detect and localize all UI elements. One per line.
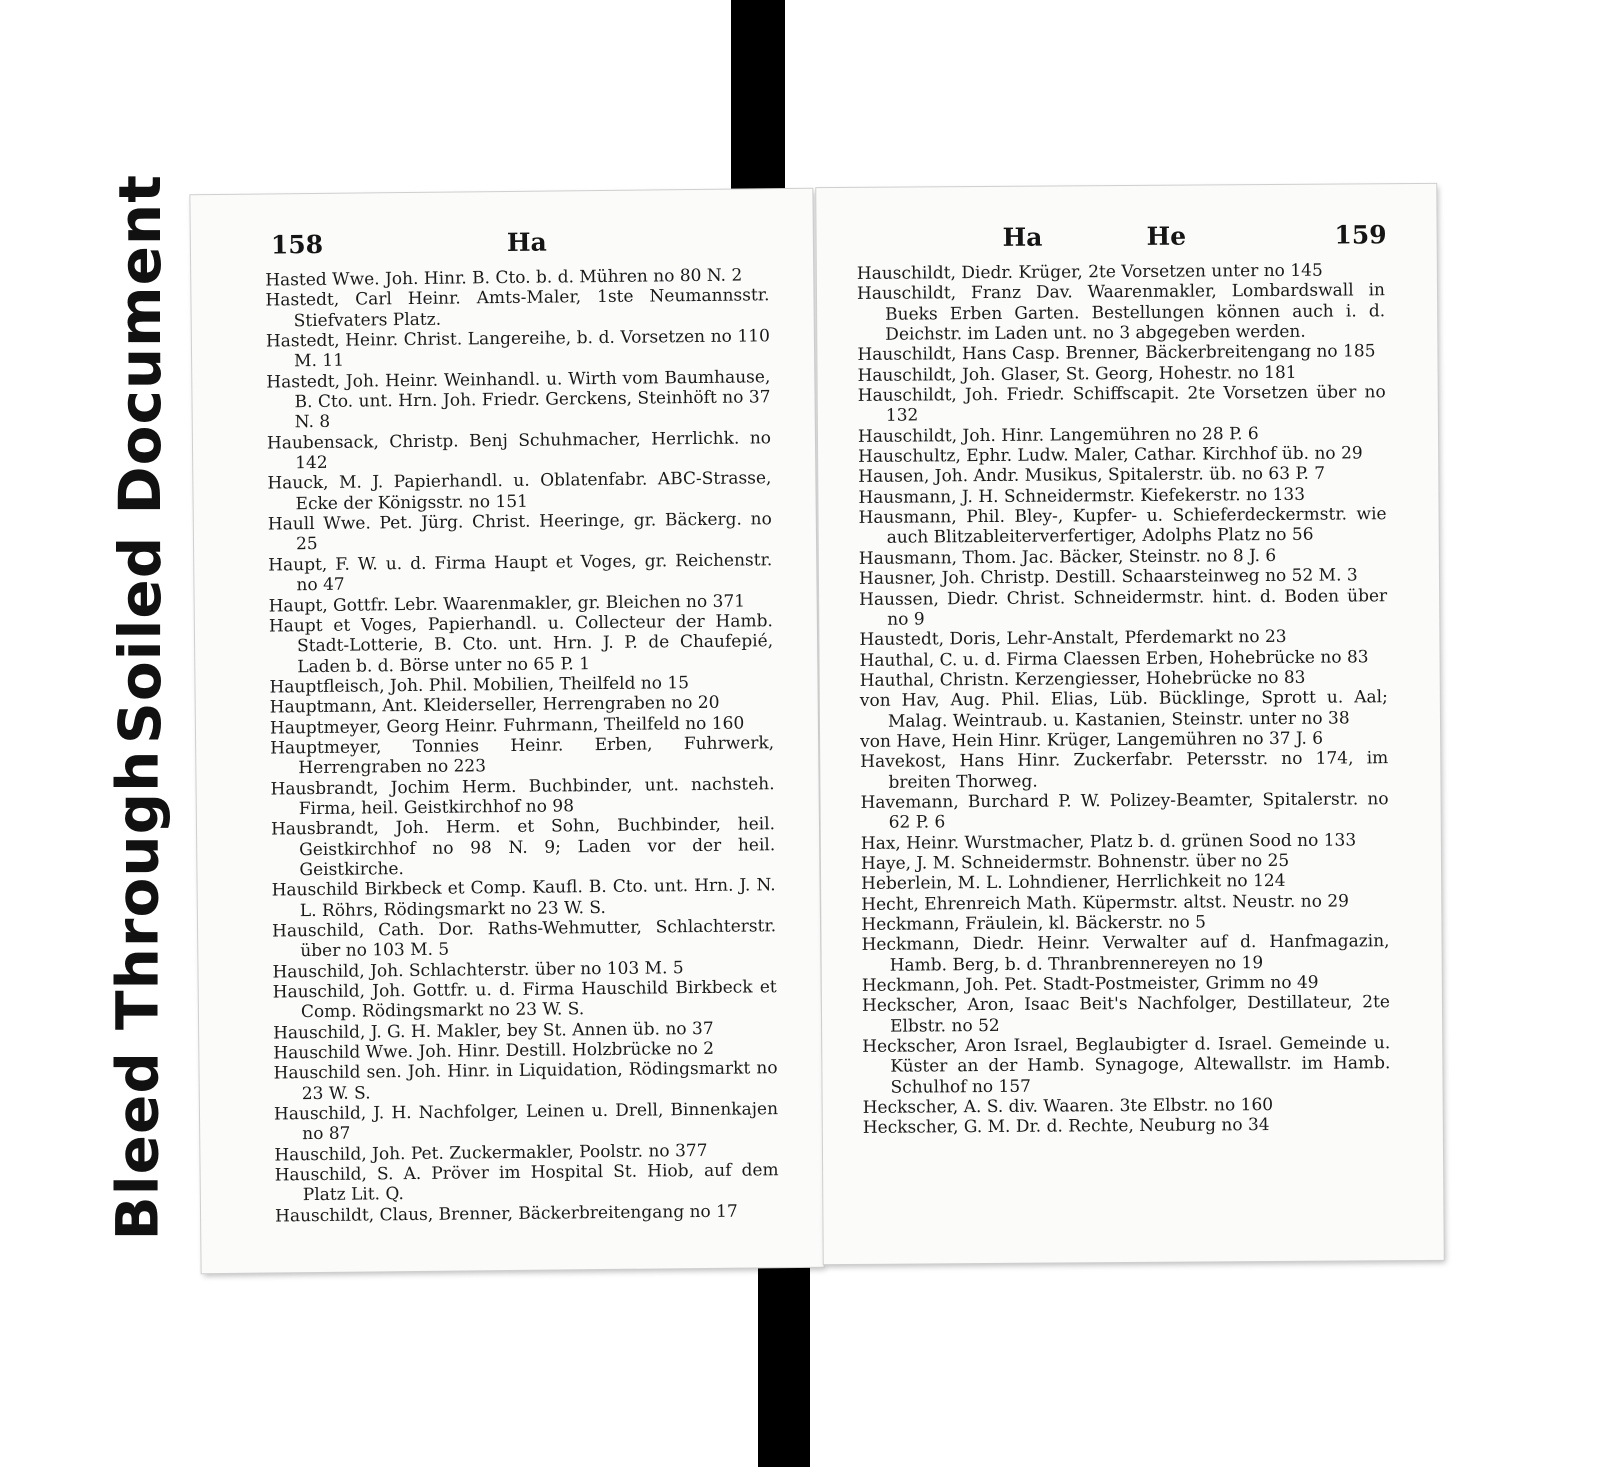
- left-page-running-head: Ha: [506, 227, 547, 257]
- directory-entry: Haubensack, Christp. Benj Schuhmacher, Herrlichk. no 142: [266, 427, 772, 474]
- directory-entry: Haussen, Diedr. Christ. Schneidermstr. hint. d. Boden über no 9: [859, 585, 1388, 630]
- directory-entry: Haupt et Voges, Papierhandl. u. Collecteur der Hamb. Stadt-Lotterie, B. Cto. unt. Hrn. J. P. de Chaufepié, Laden b. d. Börse unter no 65 P. 1: [268, 611, 774, 677]
- directory-entry: Hastedt, Carl Heinr. Amts-Maler, 1ste Neumannsstr. Stiefvaters Platz.: [265, 285, 770, 331]
- left-page-entries: [265, 265, 779, 1226]
- soiled-document-text: Soiled Document: [106, 174, 175, 744]
- directory-entry: Heckscher, Aron Israel, Beglaubigter d. Israel. Gemeinde u. Küster an der Hamb. Synagoge, Altewallstr. im Hamb. Schulhof no 157: [862, 1033, 1391, 1098]
- directory-entry: Hauschultz, Ephr. Ludw. Maler, Cathar. Kirchhof üb. no 29: [858, 443, 1363, 467]
- directory-entry: Hauptmann, Ant. Kleiderseller, Herrengraben no 20: [269, 692, 720, 718]
- directory-entry: Hastedt, Heinr. Christ. Langereihe, b. d. Vorsetzen no 110 M. 11: [265, 326, 770, 372]
- directory-entry: Hauschild sen. Joh. Hinr. in Liquidation, Rödingsmarkt no 23 W. S.: [273, 1058, 778, 1104]
- right-page: [816, 184, 1443, 1264]
- directory-entry: Hausner, Joh. Christp. Destill. Schaarsteinweg no 52 M. 3: [858, 565, 1358, 590]
- soiled-document-label: [94, 174, 186, 744]
- directory-entry: Heberlein, M. L. Lohndiener, Herrlichkeit no 124: [861, 871, 1286, 895]
- directory-entry: Hausbrandt, Jochim Herm. Buchbinder, unt. nachsteh. Firma, heil. Geistkirchhof no 98: [270, 773, 775, 820]
- directory-entry: Hausbrandt, Joh. Herm. et Sohn, Buchbinder, heil. Geistkirchhof no 98 N. 9; Laden vor der heil. Geistkirche.: [270, 814, 776, 881]
- directory-entry: Heckscher, A. S. div. Waaren. 3te Elbstr. no 160: [862, 1095, 1274, 1118]
- directory-entry: Hausen, Joh. Andr. Musikus, Spitalerstr. üb. no 63 P. 7: [858, 464, 1326, 488]
- directory-entry: Haustedt, Doris, Lehr-Anstalt, Pferdemarkt no 23: [859, 627, 1287, 651]
- bleed-through-text: Bleed Through: [103, 749, 172, 1241]
- left-page-number: 158: [270, 229, 324, 260]
- directory-entry: Heckmann, Fräulein, kl. Bäckerstr. no 5: [861, 912, 1207, 935]
- directory-entry: Hauschild, J. H. Nachfolger, Leinen u. Drell, Binnenkajen no 87: [273, 1099, 779, 1145]
- directory-entry: Hauschildt, Claus, Brenner, Bäckerbreitengang no 17: [274, 1201, 738, 1227]
- directory-entry: Haupt, F. W. u. d. Firma Haupt et Voges, gr. Reichenstr. no 47: [268, 550, 773, 596]
- directory-entry: Hauschild, Joh. Gottfr. u. d. Firma Hauschild Birkbeck et Comp. Rödingsmarkt no 23 W. S.: [272, 977, 777, 1023]
- left-page-header: [191, 225, 813, 272]
- directory-entry: Haye, J. M. Schneidermstr. Bohnenstr. über no 25: [860, 850, 1290, 874]
- directory-entry: Hastedt, Joh. Heinr. Weinhandl. u. Wirth vom Baumhause, B. Cto. unt. Hrn. Joh. Friedr. Gerckens, Steinhöft no 37 N. 8: [266, 366, 771, 433]
- directory-entry: Hauschildt, Joh. Friedr. Schiffscapit. 2te Vorsetzen über no 132: [857, 382, 1386, 427]
- directory-entry: Heckscher, G. M. Dr. d. Rechte, Neuburg no 34: [862, 1115, 1270, 1139]
- book-spine-top: [731, 0, 785, 200]
- directory-entry: Hauptmeyer, Georg Heinr. Fuhrmann, Theilfeld no 160: [269, 713, 745, 739]
- left-page: [190, 189, 823, 1273]
- directory-entry: Heckmann, Joh. Pet. Stadt-Postmeister, Grimm no 49: [861, 972, 1319, 996]
- directory-entry: Hauptfleisch, Joh. Phil. Mobilien, Theilfeld no 15: [269, 672, 690, 698]
- right-page-entries: [857, 260, 1391, 1138]
- directory-entry: Hauthal, C. u. d. Firma Claessen Erben, Hohebrücke no 83: [859, 646, 1369, 671]
- directory-entry: Hax, Heinr. Wurstmacher, Platz b. d. grünen Sood no 133: [860, 830, 1357, 854]
- directory-entry: Hecht, Ehrenreich Math. Küpermstr. altst. Neustr. no 29: [861, 891, 1350, 915]
- directory-entry: Hauschild Birkbeck et Comp. Kaufl. B. Cto. unt. Hrn. J. N. L. Röhrs, Rödingsmarkt no 23 W. S.: [271, 875, 776, 921]
- directory-entry: Haull Wwe. Pet. Jürg. Christ. Heeringe, gr. Bäckerg. no 25: [267, 509, 772, 555]
- bleed-through-label: [86, 748, 188, 1242]
- directory-entry: Hauschild Wwe. Joh. Hinr. Destill. Holzbrücke no 2: [273, 1038, 715, 1064]
- directory-entry: Hauschildt, Diedr. Krüger, 2te Vorsetzen unter no 145: [856, 260, 1323, 284]
- directory-entry: Hausmann, J. H. Schneidermstr. Kiefekerstr. no 133: [858, 484, 1306, 508]
- directory-entry: Heckmann, Diedr. Heinr. Verwalter auf d. Hanfmagazin, Hamb. Berg, b. d. Thranbrennereyen no 19: [861, 931, 1390, 976]
- directory-entry: Hauschildt, Franz Dav. Waarenmakler, Lombardswall in Bueks Erben Garten. Bestellungen können auch i. d. Deichstr. im Laden unt. no 3 abgegeben werden.: [856, 280, 1386, 345]
- directory-entry: Heckscher, Aron, Isaac Beit's Nachfolger, Destillateur, 2te Elbstr. no 52: [861, 992, 1391, 1037]
- directory-entry: Hauschild, S. A. Pröver im Hospital St. Hiob, auf dem Platz Lit. Q.: [274, 1160, 779, 1206]
- directory-entry: Haupt, Gottfr. Lebr. Waarenmakler, gr. Bleichen no 371: [268, 591, 746, 616]
- book-spine-bottom: [758, 1262, 810, 1467]
- directory-entry: Hauptmeyer, Tonnies Heinr. Erben, Fuhrwerk, Herrengraben no 223: [270, 733, 775, 779]
- directory-entry: Hauschildt, Joh. Hinr. Langemühren no 28 P. 6: [857, 423, 1259, 447]
- right-page-running-head-end: He: [1146, 221, 1187, 251]
- directory-entry: Hauschildt, Hans Casp. Brenner, Bäckerbreitengang no 185: [857, 341, 1376, 366]
- directory-entry: von Have, Hein Hinr. Krüger, Langemühren no 37 J. 6: [860, 728, 1324, 752]
- right-page-running-head-start: Ha: [1002, 222, 1043, 252]
- directory-entry: Havekost, Hans Hinr. Zuckerfabr. Petersstr. no 174, im breiten Thorweg.: [860, 748, 1389, 793]
- directory-entry: Hausmann, Phil. Bley-, Kupfer- u. Schieferdeckermstr. wie auch Blitzableiterverfertiger, Adolphs Platz no 56: [858, 504, 1387, 549]
- directory-entry: Hausmann, Thom. Jac. Bäcker, Steinstr. no 8 J. 6: [858, 545, 1277, 569]
- directory-entry: Hauschild, Joh. Schlachterstr. über no 103 M. 5: [272, 957, 684, 983]
- directory-entry: Hasted Wwe. Joh. Hinr. B. Cto. b. d. Mühren no 80 N. 2: [265, 265, 743, 291]
- directory-entry: Hauschild, Cath. Dor. Raths-Wehmutter, Schlachterstr. über no 103 M. 5: [271, 916, 777, 962]
- directory-entry: Hauschild, Joh. Pet. Zuckermakler, Poolstr. no 377: [274, 1140, 708, 1166]
- directory-entry: Havemann, Burchard P. W. Polizey-Beamter, Spitalerstr. no 62 P. 6: [860, 789, 1389, 833]
- directory-entry: Hauschildt, Joh. Glaser, St. Georg, Hohestr. no 181: [857, 362, 1297, 386]
- directory-entry: Hauthal, Christn. Kerzengiesser, Hohebrücke no 83: [859, 667, 1306, 691]
- directory-entry: Hauschild, J. G. H. Makler, bey St. Annen üb. no 37: [273, 1018, 714, 1044]
- right-page-number: 159: [1334, 220, 1387, 250]
- directory-entry: von Hav, Aug. Phil. Elias, Lüb. Bücklinge, Sprott u. Aal; Malag. Weintraub. u. Kastanien, Steinstr. unter no 38: [859, 687, 1388, 732]
- right-page-header: [817, 220, 1437, 264]
- directory-entry: Hauck, M. J. Papierhandl. u. Oblatenfabr. ABC-Strasse, Ecke der Königsstr. no 151: [267, 468, 772, 514]
